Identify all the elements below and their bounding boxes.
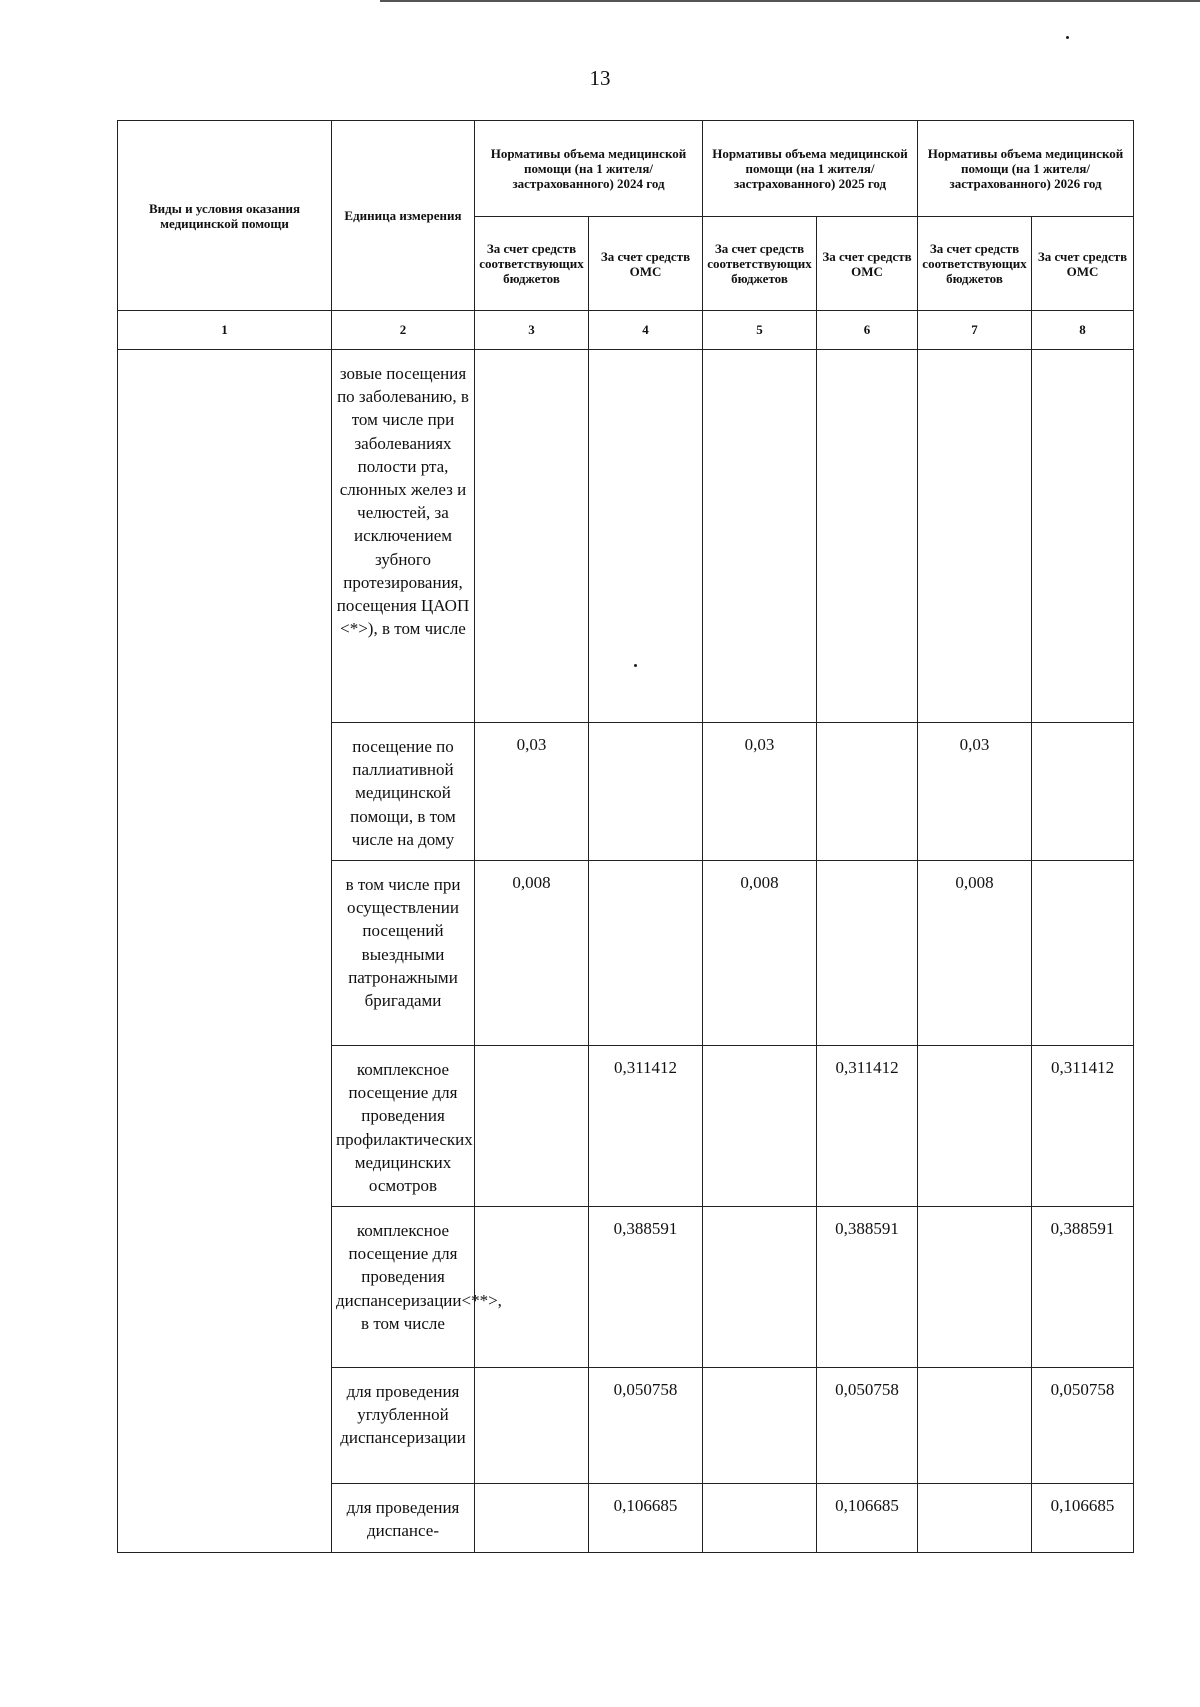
- value-cell: [918, 1484, 1032, 1553]
- header-budget-2025: За счет средств соответствующих бюджетов: [703, 217, 817, 311]
- scan-edge-line: [380, 0, 1200, 2]
- value-cell: [475, 1368, 589, 1484]
- header-oms-2024: За счет средств ОМС: [589, 217, 703, 311]
- value-cell: [589, 723, 703, 861]
- value-cell: 0,388591: [1032, 1207, 1134, 1368]
- norms-table: [117, 120, 1134, 1553]
- value-cell: 0,008: [918, 861, 1032, 1046]
- value-cell: 0,311412: [1032, 1046, 1134, 1207]
- value-cell: 0,106685: [1032, 1484, 1134, 1553]
- value-cell: [589, 861, 703, 1046]
- column-number: 2: [332, 311, 475, 350]
- value-cell: [703, 350, 817, 723]
- value-cell: [475, 1207, 589, 1368]
- value-cell: [1032, 350, 1134, 723]
- value-cell: [703, 1484, 817, 1553]
- value-cell: [918, 1368, 1032, 1484]
- value-cell: [703, 1207, 817, 1368]
- care-type-cell: [118, 350, 332, 1553]
- unit-cell: в том числе при осуществлении посещений выездными патронажными бригадами: [332, 861, 475, 1046]
- value-cell: 0,388591: [817, 1207, 918, 1368]
- unit-cell: для проведения углубленной диспансеризации: [332, 1368, 475, 1484]
- unit-cell: посещение по паллиативной медицинской помощи, в том числе на дому: [332, 723, 475, 861]
- value-cell: [1032, 861, 1134, 1046]
- value-cell: 0,008: [475, 861, 589, 1046]
- column-number: 3: [475, 311, 589, 350]
- value-cell: [475, 1046, 589, 1207]
- value-cell: 0,008: [703, 861, 817, 1046]
- value-cell: 0,03: [918, 723, 1032, 861]
- value-cell: 0,050758: [1032, 1368, 1134, 1484]
- value-cell: [817, 350, 918, 723]
- unit-cell: комплексное посещение для проведения диспансеризации<**>, в том числе: [332, 1207, 475, 1368]
- header-group-2025: Нормативы объема медицинской помощи (на 1 жителя/застрахованного) 2025 год: [703, 121, 918, 217]
- value-cell: [817, 723, 918, 861]
- value-cell: 0,106685: [589, 1484, 703, 1553]
- column-number: 7: [918, 311, 1032, 350]
- unit-cell: зовые посещения по заболеванию, в том числе при заболеваниях полости рта, слюнных желез и челюстей, за исключением зубного протезирования, посещения ЦАОП <*>), в том числе: [332, 350, 475, 723]
- value-cell: [817, 861, 918, 1046]
- value-cell: 0,106685: [817, 1484, 918, 1553]
- value-cell: [918, 1046, 1032, 1207]
- value-cell: 0,03: [703, 723, 817, 861]
- column-number: 5: [703, 311, 817, 350]
- value-cell: 0,050758: [817, 1368, 918, 1484]
- value-cell: [918, 1207, 1032, 1368]
- value-cell: 0,388591: [589, 1207, 703, 1368]
- value-cell: [475, 1484, 589, 1553]
- header-care-type: Виды и условия оказания медицинской помощи: [118, 121, 332, 311]
- scan-speck: [1066, 36, 1069, 39]
- header-budget-2026: За счет средств соответствующих бюджетов: [918, 217, 1032, 311]
- value-cell: [703, 1046, 817, 1207]
- column-number: 6: [817, 311, 918, 350]
- header-group-2026: Нормативы объема медицинской помощи (на 1 жителя/застрахованного) 2026 год: [918, 121, 1134, 217]
- column-number: 8: [1032, 311, 1134, 350]
- table-row: [118, 350, 1134, 723]
- value-cell: [1032, 723, 1134, 861]
- header-oms-2026: За счет средств ОМС: [1032, 217, 1134, 311]
- value-cell: [703, 1368, 817, 1484]
- value-cell: 0,311412: [589, 1046, 703, 1207]
- column-number: 4: [589, 311, 703, 350]
- page-number: 13: [589, 66, 611, 90]
- value-cell: 0,050758: [589, 1368, 703, 1484]
- unit-cell: для проведения диспансе-: [332, 1484, 475, 1553]
- value-cell: [475, 350, 589, 723]
- value-cell: [589, 350, 703, 723]
- header-unit: Единица измерения: [332, 121, 475, 311]
- header-group-2024: Нормативы объема медицинской помощи (на 1 жителя/застрахованного) 2024 год: [475, 121, 703, 217]
- header-oms-2025: За счет средств ОМС: [817, 217, 918, 311]
- column-number: 1: [118, 311, 332, 350]
- value-cell: [918, 350, 1032, 723]
- scan-speck: [634, 664, 637, 667]
- value-cell: 0,311412: [817, 1046, 918, 1207]
- unit-cell: комплексное посещение для проведения профилактических медицинских осмотров: [332, 1046, 475, 1207]
- value-cell: 0,03: [475, 723, 589, 861]
- header-budget-2024: За счет средств соответствующих бюджетов: [475, 217, 589, 311]
